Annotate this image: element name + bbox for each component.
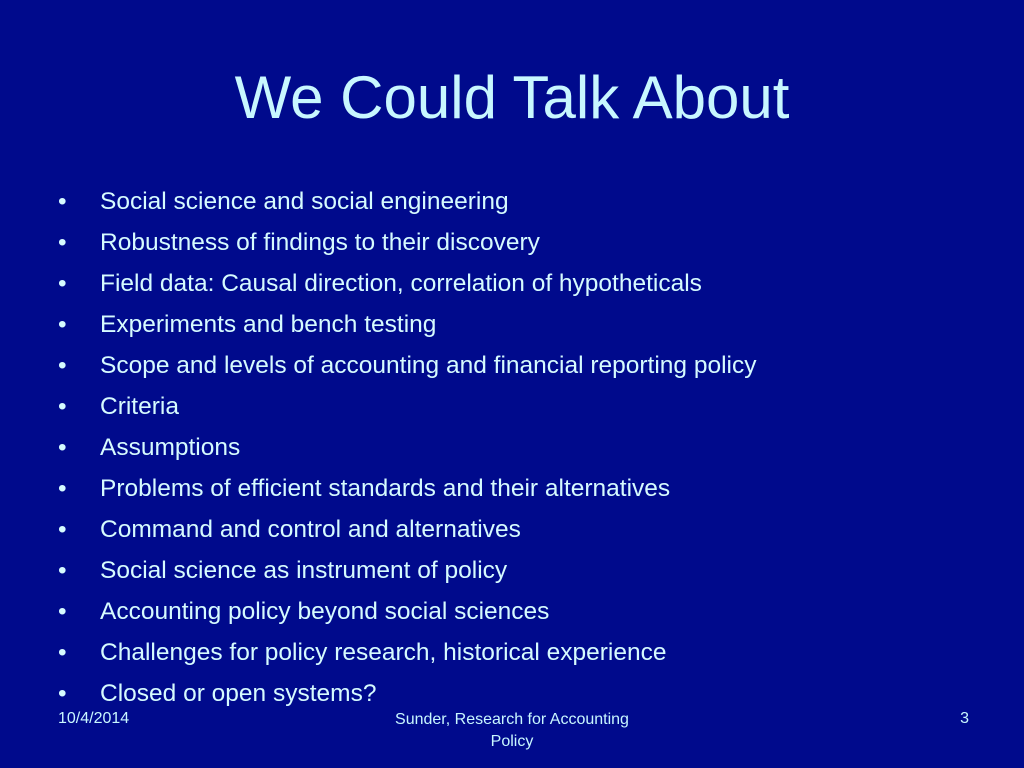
- bullet-item: [58, 347, 756, 388]
- bullet-text: Social science and social engineering: [100, 188, 509, 215]
- bullet-icon: •: [58, 639, 67, 666]
- bullet-text: Challenges for policy research, historical experience: [100, 639, 667, 666]
- bullet-text: Assumptions: [100, 434, 241, 461]
- bullet-text: Command and control and alternatives: [100, 516, 521, 543]
- bullet-icon: •: [58, 516, 67, 543]
- bullet-icon: •: [58, 598, 67, 625]
- bullet-icon: •: [58, 188, 67, 215]
- bullet-item: [58, 634, 756, 675]
- bullet-item: [58, 429, 756, 470]
- bullet-item: [58, 265, 756, 306]
- bullet-text: Criteria: [100, 393, 179, 420]
- bullet-text: Accounting policy beyond social sciences: [100, 598, 550, 625]
- bullet-icon: •: [58, 434, 67, 461]
- bullet-item: [58, 470, 756, 511]
- bullet-text: Closed or open systems?: [100, 680, 377, 707]
- bullet-item: [58, 552, 756, 593]
- bullet-text: Scope and levels of accounting and financial reporting policy: [100, 352, 757, 379]
- bullet-item: [58, 306, 756, 347]
- footer-title-line-1: Sunder, Research for Accounting: [395, 711, 629, 728]
- bullet-icon: •: [58, 680, 67, 707]
- bullet-icon: •: [58, 352, 67, 379]
- bullet-icon: •: [58, 311, 67, 338]
- bullet-item: [58, 388, 756, 429]
- page-number: 3: [960, 710, 969, 727]
- bullet-item: [58, 593, 756, 634]
- bullet-text: Field data: Causal direction, correlation of hypotheticals: [100, 270, 702, 297]
- bullet-item: [58, 183, 756, 224]
- bullet-icon: •: [58, 270, 67, 297]
- footer-title-line-2: Policy: [490, 733, 534, 750]
- bullet-text: Robustness of findings to their discovery: [100, 229, 540, 256]
- bullet-icon: •: [58, 393, 67, 420]
- slide-title: We Could Talk About: [234, 64, 790, 131]
- footer-title: [352, 709, 672, 753]
- bullet-text: Social science as instrument of policy: [100, 557, 508, 584]
- bullet-text: Experiments and bench testing: [100, 311, 437, 338]
- footer-date: 10/4/2014: [58, 710, 130, 727]
- bullet-item: [58, 511, 756, 552]
- bullet-icon: •: [58, 229, 67, 256]
- bullet-text: Problems of efficient standards and their alternatives: [100, 475, 671, 502]
- bullet-list: [58, 183, 756, 716]
- bullet-item: [58, 224, 756, 265]
- bullet-icon: •: [58, 475, 67, 502]
- bullet-icon: •: [58, 557, 67, 584]
